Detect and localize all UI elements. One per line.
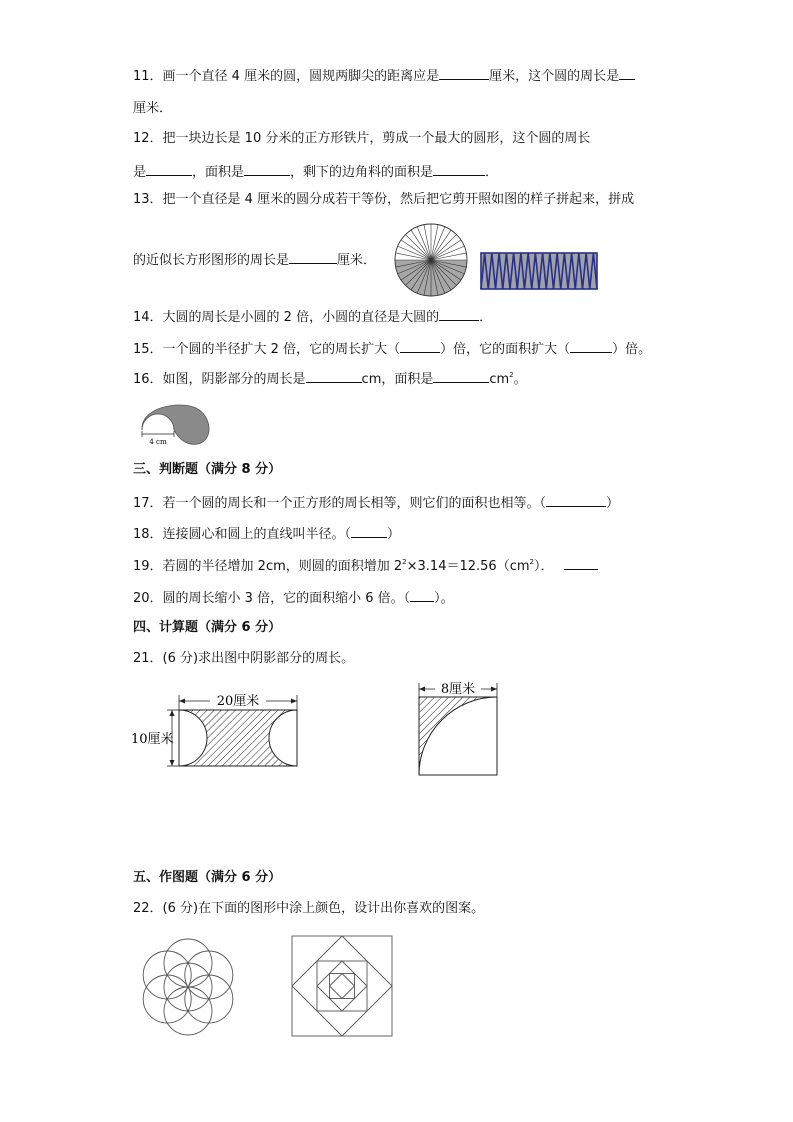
sector-circle-svg — [393, 222, 469, 298]
answer-blank[interactable] — [570, 340, 612, 353]
answer-blank[interactable] — [289, 251, 337, 264]
question-17: 17．若一个圆的周长和一个正方形的周长相等，则它们的面积也相等。（ ） — [133, 496, 620, 511]
zigzag-rectangle-svg — [480, 252, 598, 290]
question-13-cont: 的近似长方形图形的周长是 厘米． — [133, 253, 377, 268]
question-13: 13．把一个直径是 4 厘米的圆分成若干等份，然后把它剪开照如图的样子拼起来，拼成 — [133, 192, 635, 207]
answer-blank[interactable] — [306, 370, 362, 383]
question-19: 19．若圆的半径增加 2cm，则圆的面积增加 $2^2\times 3.14=12.56(cm^2)$． — [133, 557, 598, 575]
zigzag-rectangle-figure — [480, 252, 598, 290]
section-4-title: 四、计算题（满分 6 分） — [133, 620, 282, 635]
circle-flower-svg — [138, 937, 238, 1037]
question-18: 18．连接圆心和圆上的直线叫半径。（ ） — [133, 527, 401, 542]
dimension-label: 4 cm — [149, 438, 167, 446]
answer-blank[interactable] — [439, 308, 479, 321]
answer-blank[interactable] — [564, 557, 598, 570]
nested-squares-figure — [291, 935, 393, 1037]
answer-blank[interactable] — [244, 163, 290, 176]
height-label: 10厘米 — [131, 732, 174, 747]
rectangle-semicircles-svg — [130, 688, 300, 772]
answer-blank[interactable] — [410, 589, 434, 602]
answer-blank[interactable] — [433, 370, 489, 383]
answer-blank[interactable] — [400, 340, 440, 353]
question-12-cont: 是 ，面积是 ，剩下的边角料的面积是 ． — [133, 165, 499, 180]
question-14: 14．大圆的周长是小圆的 2 倍，小圆的直径是大圆的 ． — [133, 310, 493, 325]
answer-blank[interactable] — [146, 163, 192, 176]
sector-circle-figure — [393, 222, 469, 298]
question-22: 22．(6 分)在下面的图形中涂上颜色，设计出你喜欢的图案。 — [133, 901, 485, 916]
question-21: 21．(6 分)求出图中阴影部分的周长。 — [133, 651, 355, 666]
width-label: 20厘米 — [216, 694, 260, 709]
circle-flower-figure — [138, 937, 238, 1037]
question-11-cont: 厘米． — [133, 101, 173, 116]
side-label: 8厘米 — [440, 682, 476, 697]
question-12: 12．把一块边长是 10 分米的正方形铁片，剪成一个最大的圆形，这个圆的周长 — [133, 131, 591, 146]
answer-blank[interactable] — [619, 67, 635, 80]
nested-squares-svg — [291, 935, 393, 1037]
question-15: 15．一个圆的半径扩大 2 倍，它的周长扩大（ ）倍，它的面积扩大（ ）倍。 — [133, 342, 652, 357]
shaded-shape-figure — [138, 398, 218, 448]
section-5-title: 五、作图题（满分 6 分） — [133, 870, 282, 885]
question-16: 16．如图，阴影部分的周长是 cm，面积是 $cm^2$。 — [133, 371, 527, 387]
answer-blank[interactable] — [439, 67, 489, 80]
answer-blank[interactable] — [433, 163, 485, 176]
rectangle-semicircles-figure — [130, 688, 300, 772]
answer-blank[interactable] — [546, 494, 606, 507]
answer-blank[interactable] — [351, 525, 387, 538]
section-3-title: 三、判断题（满分 8 分） — [133, 462, 282, 477]
shaded-shape-svg — [138, 398, 218, 448]
question-20: 20．圆的周长缩小 3 倍，它的面积缩小 6 倍。（ ）。 — [133, 591, 454, 606]
question-11: 11．画一个直径 4 厘米的圆，圆规两脚尖的距离应是 厘米，这个圆的周长是 — [133, 67, 635, 85]
square-quarter-circle-svg — [415, 681, 501, 777]
square-quarter-circle-figure — [415, 681, 501, 777]
